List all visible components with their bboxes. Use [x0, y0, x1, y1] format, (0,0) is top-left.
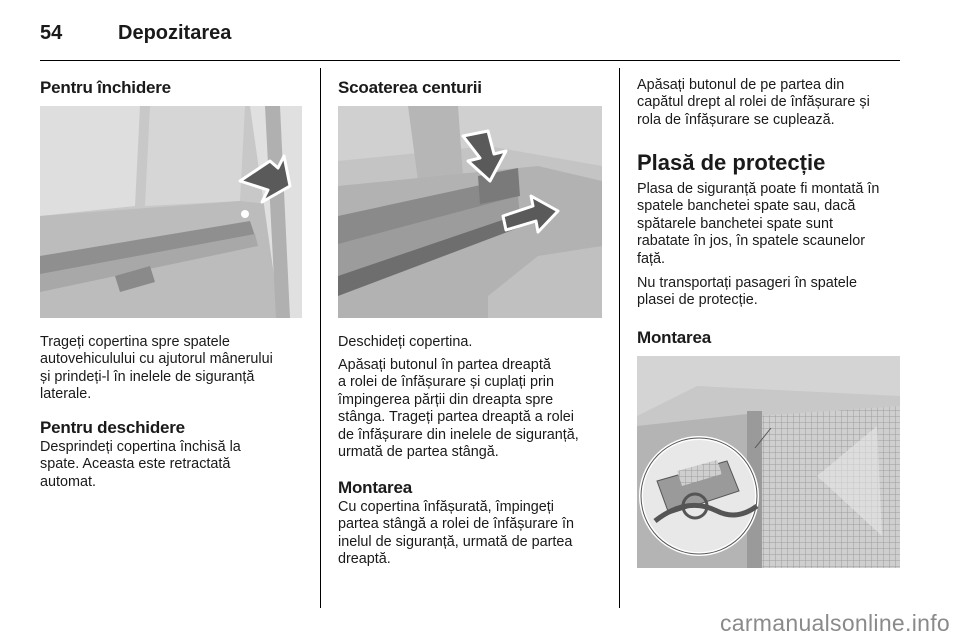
section-title-safety-net: Plasă de protecție — [637, 150, 826, 175]
cargo-cover-removal-illustration — [338, 106, 602, 318]
text-line: spătarele banchetei spate sunt — [637, 215, 834, 232]
text-line: dreaptă. — [338, 551, 391, 568]
text-line: Nu transportați pasageri în spatele — [637, 275, 857, 291]
page-number: 54 — [40, 22, 63, 44]
text-line: partea stângă a rolei de înfășurare în — [338, 516, 574, 533]
paragraph-passenger-warning — [637, 275, 857, 310]
text-line: autovehiculului cu ajutorul mânerului — [40, 351, 273, 368]
text-line: Apăsați butonul în partea dreaptă — [338, 357, 551, 373]
paragraph-opening — [40, 439, 241, 491]
paragraph-installing — [338, 499, 574, 569]
text-line: laterale. — [40, 386, 92, 403]
text-line: automat. — [40, 473, 96, 490]
text-line: plasei de protecție. — [637, 292, 758, 309]
section-heading-opening: Pentru deschidere — [40, 418, 185, 437]
text-line: a rolei de înfășurare și cuplați prin — [338, 374, 554, 391]
text-line: Desprindeți copertina închisă la — [40, 439, 241, 455]
column-divider-right — [619, 68, 620, 608]
text-line: față. — [637, 250, 666, 267]
column-divider-left — [320, 68, 321, 608]
text-line: Trageți copertina spre spatele — [40, 334, 230, 350]
page-title: Depozitarea — [118, 22, 232, 44]
text-line: de înfășurare din inelele de siguranță, — [338, 426, 579, 443]
text-line: inelul de siguranță, urmată de partea — [338, 533, 573, 550]
text-line: Plasa de siguranță poate fi montată în — [637, 181, 880, 197]
paragraph-open-cover — [338, 334, 472, 351]
text-line: Apăsați butonul de pe partea din — [637, 77, 845, 93]
section-heading-mounting: Montarea — [637, 328, 711, 347]
text-line: stânga. Trageți partea dreaptă a rolei — [338, 409, 574, 426]
section-heading-installing: Montarea — [338, 478, 412, 497]
text-line: spatele banchetei spate sau, dacă — [637, 198, 856, 215]
paragraph-engage-button — [637, 77, 870, 129]
text-line: împingerea părții din dreapta spre — [338, 391, 554, 408]
text-line: rola de înfășurare se cuplează. — [637, 111, 835, 128]
header-rule — [40, 60, 900, 61]
section-heading-closing: Pentru închidere — [40, 78, 171, 97]
section-heading-removing-cover: Scoaterea centurii — [338, 78, 482, 97]
watermark: carmanualsonline.info — [719, 610, 950, 636]
safety-net-mounting-illustration — [637, 356, 900, 568]
paragraph-closing — [40, 334, 273, 404]
text-line: spate. Aceasta este retractată — [40, 456, 231, 473]
text-line: urmată de partea stângă. — [338, 444, 499, 461]
text-line: și prindeți-l în inelele de siguranță — [40, 368, 255, 385]
text-line: Cu copertina înfășurată, împingeți — [338, 499, 554, 515]
text-line: capătul drept al rolei de înfășurare și — [637, 94, 870, 111]
cargo-cover-closing-illustration — [40, 106, 302, 318]
paragraph-safety-net — [637, 181, 879, 268]
paragraph-removal-steps — [338, 357, 579, 461]
text-line: rabatate în jos, în spatele scaunelor — [637, 233, 865, 250]
text-line: Deschideți copertina. — [338, 334, 473, 350]
